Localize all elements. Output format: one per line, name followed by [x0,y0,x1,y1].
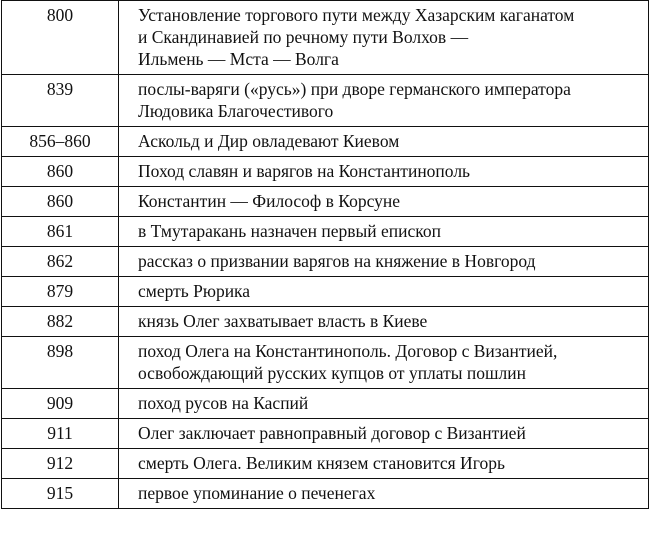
table-row [2,75,649,127]
table-row [2,479,649,509]
event-text: в Тмутаракань назначен первый епископ [138,221,442,241]
year-cell: 898 [2,337,119,389]
event-text: Поход славян и варягов на Константинополь [138,161,471,181]
table-row [2,187,649,217]
event-cell [119,157,649,187]
year-cell: 839 [2,75,119,127]
event-text: смерть Рюрика [138,281,251,301]
event-cell [119,307,649,337]
year-cell: 909 [2,389,119,419]
table-row [2,307,649,337]
event-text: Людовика Благочестивого [138,101,334,121]
year-cell: 800 [2,1,119,75]
year-cell: 860 [2,187,119,217]
event-text: князь Олег захватывает власть в Киеве [138,311,428,331]
table-row [2,1,649,75]
table-row [2,389,649,419]
year-cell: 915 [2,479,119,509]
year-cell: 861 [2,217,119,247]
table-row [2,127,649,157]
event-text: смерть Олега. Великим князем становится Игорь [138,453,505,473]
chronology-table [1,0,649,509]
event-cell [119,337,649,389]
year-cell: 860 [2,157,119,187]
event-cell [119,419,649,449]
event-text: и Скандинавией по речному пути Волхов — [138,27,469,47]
event-text: первое упоминание о печенегах [138,483,376,503]
event-cell [119,247,649,277]
year-cell: 856–860 [2,127,119,157]
year-cell: 882 [2,307,119,337]
table-row [2,157,649,187]
event-cell [119,277,649,307]
table-row [2,247,649,277]
year-cell: 911 [2,419,119,449]
year-cell: 862 [2,247,119,277]
event-text: поход русов на Каспий [138,393,309,413]
year-cell: 912 [2,449,119,479]
event-text: поход Олега на Константинополь. Договор с Византией, [138,341,558,361]
event-cell [119,187,649,217]
table-row [2,337,649,389]
table-row [2,277,649,307]
event-text: освобождающий русских купцов от уплаты пошлин [138,363,526,383]
event-cell [119,75,649,127]
event-cell [119,1,649,75]
table-row [2,449,649,479]
event-text: Олег заключает равноправный договор с Византией [138,423,526,443]
event-text: Аскольд и Дир овладевают Киевом [138,131,400,151]
event-text: послы-варяги («русь») при дворе германского императора [138,79,571,99]
table-row [2,419,649,449]
event-cell [119,479,649,509]
year-cell: 879 [2,277,119,307]
event-cell [119,127,649,157]
event-text: рассказ о призвании варягов на княжение в Новгород [138,251,536,271]
event-cell [119,217,649,247]
event-text: Установление торгового пути между Хазарским каганатом [138,5,575,25]
event-text: Ильмень — Мста — Волга [138,49,339,69]
event-cell [119,389,649,419]
event-text: Константин — Философ в Корсуне [138,191,401,211]
table-row [2,217,649,247]
event-cell [119,449,649,479]
